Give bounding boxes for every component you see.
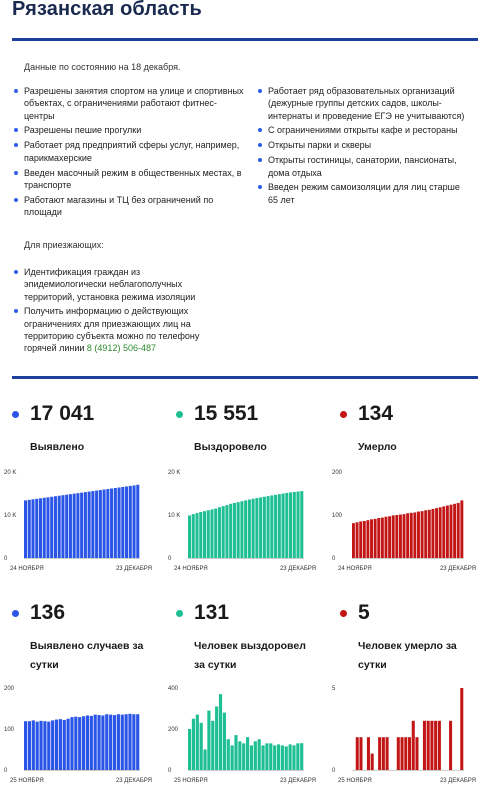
y-tick-label: 400 [168, 686, 179, 692]
chart-bar [408, 737, 411, 770]
chart-deaths-total [328, 466, 484, 574]
chart-bar [261, 745, 264, 770]
stat-value: 136 [30, 601, 66, 624]
bullet-icon [258, 143, 262, 147]
chart-bar [50, 497, 53, 558]
y-tick-label: 200 [332, 470, 343, 476]
chart-bar [277, 744, 280, 770]
bullet-icon [14, 143, 18, 147]
chart-bar [460, 500, 463, 558]
bullet-icon [258, 158, 262, 162]
bullet-icon [14, 309, 18, 313]
chart-bar [274, 495, 277, 558]
red-dot-icon [340, 610, 347, 617]
x-start-label: 25 НОЯБРЯ [10, 778, 44, 784]
chart-bar [233, 503, 236, 558]
chart-bar [76, 493, 79, 558]
chart-bar [453, 504, 456, 558]
chart-bar [125, 486, 128, 558]
chart-bar [43, 498, 46, 558]
title-divider [12, 38, 478, 41]
chart-bar [99, 490, 102, 558]
chart-bar [282, 494, 285, 559]
chart-bar [431, 509, 434, 558]
chart-bar [446, 506, 449, 558]
chart-bar [74, 717, 77, 770]
list-item: Открыты парки и скверы [258, 139, 470, 151]
chart-bar [129, 486, 132, 558]
chart-bar [450, 505, 453, 558]
chart-bar [88, 492, 91, 558]
chart-bar [363, 521, 366, 558]
green-dot-icon [176, 610, 183, 617]
chart-bar [386, 737, 389, 770]
chart-bar [43, 721, 46, 770]
chart-bar [404, 737, 407, 770]
chart-bar [118, 487, 121, 558]
y-tick-label: 0 [168, 768, 172, 774]
measures-list-right [258, 85, 470, 209]
list-item: Работает ряд предприятий сферы услуг, например, парикмахерские [14, 139, 246, 164]
chart-bar [227, 739, 230, 770]
chart-detected-daily [0, 682, 160, 786]
chart-bar [254, 741, 257, 770]
y-tick-label: 0 [168, 556, 172, 562]
chart-recovered-total [164, 466, 324, 574]
chart-bar [125, 714, 128, 770]
chart-bar [203, 511, 206, 558]
chart-bar [90, 716, 93, 770]
chart-bar [438, 721, 441, 770]
stat-label: Умерло [358, 441, 397, 453]
chart-bar [58, 496, 61, 558]
chart-bar [132, 714, 135, 770]
chart-bar [121, 487, 124, 558]
green-dot-icon [176, 411, 183, 418]
list-item: Открыты гостиницы, санатории, пансионаты, дома отдыха [258, 154, 470, 179]
chart-bar [285, 746, 288, 770]
chart-bar [97, 715, 100, 770]
y-tick-label: 20 K [4, 470, 17, 476]
chart-bar [86, 715, 89, 770]
chart-bar [188, 729, 191, 770]
chart-bar [24, 721, 27, 770]
list-item: Работает ряд образовательных организаций (дежурные группы детских садов, школы-интернаты и проведение ЕГЭ не учитываются) [258, 85, 470, 122]
red-dot-icon [340, 411, 347, 418]
bullet-icon [14, 198, 18, 202]
chart-bar [195, 513, 198, 558]
chart-bar [192, 719, 195, 770]
chart-bar [392, 515, 395, 558]
chart-bar [292, 745, 295, 770]
chart-bar [381, 518, 384, 558]
chart-bar [65, 495, 68, 558]
chart-bar [192, 514, 195, 558]
chart-bar [285, 493, 288, 558]
chart-bar [69, 494, 72, 558]
chart-bar [238, 741, 241, 770]
chart-bar [219, 694, 222, 770]
y-tick-label: 5 [332, 686, 336, 692]
chart-bar [270, 495, 273, 558]
stat-label: Выявлено [30, 441, 85, 453]
chart-bar [434, 721, 437, 770]
chart-bar [70, 717, 73, 770]
list-item: Работают магазины и ТЦ без ограничений по площади [14, 194, 246, 219]
chart-bar [63, 720, 66, 770]
chart-bar [207, 711, 210, 770]
x-start-label: 25 НОЯБРЯ [174, 778, 208, 784]
chart-bar [406, 513, 409, 558]
y-tick-label: 200 [4, 686, 15, 692]
x-end-label: 23 ДЕКАБРЯ [115, 566, 152, 572]
chart-bar [113, 715, 116, 770]
chart-bar [359, 521, 362, 558]
chart-bar [382, 737, 385, 770]
chart-bar [442, 506, 445, 558]
x-end-label: 23 ДЕКАБРЯ [439, 778, 476, 784]
chart-bar [248, 500, 251, 558]
chart-bar [91, 491, 94, 558]
arrivals-heading: Для приезжающих: [24, 240, 104, 250]
x-start-label: 24 НОЯБРЯ [174, 566, 208, 572]
chart-bar [133, 485, 136, 558]
page-title: Рязанская область [12, 0, 202, 20]
stat-value: 134 [358, 402, 394, 425]
chart-bar [54, 496, 57, 558]
x-end-label: 23 ДЕКАБРЯ [439, 566, 476, 572]
chart-bar [244, 500, 247, 558]
chart-bar [67, 719, 70, 770]
chart-bar [80, 493, 83, 558]
chart-recovered-daily [164, 682, 324, 786]
chart-bar [427, 721, 430, 770]
chart-bar [366, 520, 369, 558]
bullet-icon [14, 270, 18, 274]
chart-bar [250, 745, 253, 770]
list-item: Разрешены занятия спортом на улице и спортивных объектах, с ограничениями работают фитнес-центры [14, 85, 246, 122]
chart-bar [31, 499, 34, 558]
chart-bar [231, 745, 234, 770]
chart-bar [269, 743, 272, 770]
chart-bar [273, 745, 276, 770]
chart-bar [300, 491, 303, 558]
chart-bar [258, 739, 261, 770]
chart-bar [207, 510, 210, 558]
stat-value: 15 551 [194, 402, 259, 425]
list-item: Разрешены пешие прогулки [14, 124, 246, 136]
chart-bar [214, 509, 217, 558]
chart-bar [32, 720, 35, 770]
chart-bar [188, 515, 191, 558]
chart-detected-total [0, 466, 160, 574]
chart-bar [47, 722, 50, 770]
blue-dot-icon [12, 610, 19, 617]
chart-bar [199, 512, 202, 558]
y-tick-label: 0 [332, 768, 336, 774]
chart-bar [237, 502, 240, 558]
y-tick-label: 0 [332, 556, 336, 562]
chart-bar [457, 503, 460, 558]
x-end-label: 23 ДЕКАБРЯ [115, 778, 152, 784]
chart-bar [423, 721, 426, 770]
chart-bar [278, 494, 281, 558]
chart-bar [196, 715, 199, 770]
hotline-phone-link[interactable]: 8 (4912) 506-487 [86, 343, 156, 354]
chart-bar [265, 743, 268, 770]
section-divider [12, 376, 478, 379]
chart-bar [255, 498, 258, 558]
chart-bar [395, 515, 398, 558]
chart-bar [46, 497, 49, 558]
chart-bar [39, 721, 42, 770]
bullet-icon [14, 89, 18, 93]
chart-bar [439, 507, 442, 558]
stat-label: Человек выздоровел за сутки [194, 640, 306, 671]
chart-bar [415, 737, 418, 770]
bullet-icon [258, 185, 262, 189]
x-start-label: 24 НОЯБРЯ [338, 566, 372, 572]
chart-bar [84, 492, 87, 558]
chart-bar [252, 499, 255, 558]
chart-bar [378, 737, 381, 770]
chart-bar [39, 498, 42, 558]
stat-label: Выздоровело [194, 441, 267, 453]
x-end-label: 23 ДЕКАБРЯ [279, 778, 316, 784]
chart-bar [24, 500, 27, 558]
chart-bar [281, 745, 284, 770]
chart-bar [73, 494, 76, 558]
measures-list-left [14, 85, 246, 221]
bullet-icon [258, 89, 262, 93]
blue-dot-icon [12, 411, 19, 418]
stat-label: Человек умерло за сутки [358, 640, 457, 671]
chart-bar [95, 491, 98, 558]
chart-bar [223, 713, 226, 770]
chart-bar [401, 737, 404, 770]
stat-value: 131 [194, 601, 230, 624]
chart-bar [59, 719, 62, 770]
chart-bar [430, 721, 433, 770]
chart-bar [121, 715, 124, 770]
y-tick-label: 10 K [4, 513, 17, 519]
chart-bar [460, 688, 463, 770]
stat-label: Выявлено случаев за сутки [30, 640, 144, 671]
chart-bar [103, 490, 106, 558]
chart-bar [225, 505, 228, 558]
chart-bar [203, 750, 206, 771]
chart-bar [449, 721, 452, 770]
x-start-label: 24 НОЯБРЯ [10, 566, 44, 572]
chart-bar [359, 737, 362, 770]
chart-bar [356, 737, 359, 770]
chart-bar [413, 512, 416, 558]
chart-bar [200, 723, 203, 770]
chart-bar [240, 501, 243, 558]
chart-bar [51, 720, 54, 770]
chart-bar [424, 510, 427, 558]
chart-bar [222, 506, 225, 558]
chart-bar [128, 714, 131, 770]
chart-bar [259, 497, 262, 558]
x-end-label: 23 ДЕКАБРЯ [279, 566, 316, 572]
chart-bar [78, 717, 81, 770]
chart-bar [211, 721, 214, 770]
chart-bar [110, 489, 113, 558]
chart-bar [114, 488, 117, 558]
list-item: Идентификация граждан из эпидемиологически неблагополучных территорий, установка режима изоляции [14, 266, 214, 303]
chart-bar [421, 511, 424, 558]
chart-bar [412, 721, 415, 770]
chart-bar [210, 509, 213, 558]
chart-bar [234, 735, 237, 770]
chart-bar [94, 715, 97, 770]
chart-bar [136, 714, 139, 770]
chart-bar [356, 522, 359, 558]
arrivals-list [14, 266, 214, 357]
chart-bar [296, 743, 299, 770]
chart-bar [297, 492, 300, 558]
x-start-label: 25 НОЯБРЯ [338, 778, 372, 784]
chart-bar [403, 514, 406, 558]
chart-bar [374, 519, 377, 558]
chart-bar [242, 743, 245, 770]
chart-bar [246, 737, 249, 770]
chart-bar [109, 715, 112, 770]
y-tick-label: 0 [4, 768, 8, 774]
chart-bar [218, 507, 221, 558]
chart-bar [385, 517, 388, 558]
chart-bar [263, 497, 266, 558]
list-item: С ограничениями открыты кафе и рестораны [258, 124, 470, 136]
y-tick-label: 200 [168, 727, 179, 733]
chart-bar [289, 492, 292, 558]
y-tick-label: 100 [4, 727, 15, 733]
chart-bar [399, 515, 402, 558]
chart-bar [397, 737, 400, 770]
chart-bar [61, 495, 64, 558]
bullet-icon [14, 171, 18, 175]
y-tick-label: 0 [4, 556, 8, 562]
chart-bar [28, 500, 31, 558]
chart-bar [229, 504, 232, 558]
bullet-icon [14, 128, 18, 132]
list-item: Получить информацию о действующих ограничениях для приезжающих лиц на территорию субъекта можно по телефону горячей линии 8 (4912) 506-487 [14, 305, 214, 354]
chart-bar [371, 754, 374, 770]
chart-bar [136, 485, 139, 558]
chart-bar [117, 714, 120, 770]
chart-bar [106, 489, 109, 558]
chart-bar [352, 523, 355, 558]
chart-bar [377, 518, 380, 558]
chart-deaths-daily [328, 682, 484, 786]
chart-bar [410, 513, 413, 558]
chart-bar [101, 715, 104, 770]
chart-bar [35, 499, 38, 558]
chart-bar [417, 512, 420, 558]
list-item: Введен режим самоизоляции для лиц старше 65 лет [258, 181, 470, 206]
chart-bar [367, 737, 370, 770]
stat-value: 17 041 [30, 402, 95, 425]
bullet-icon [258, 128, 262, 132]
chart-bar [28, 721, 31, 770]
chart-bar [388, 516, 391, 558]
chart-bar [215, 706, 218, 770]
chart-bar [289, 744, 292, 770]
chart-bar [55, 720, 58, 770]
chart-bar [370, 519, 373, 558]
stat-value: 5 [358, 601, 370, 624]
chart-bar [435, 508, 438, 558]
data-date: Данные по состоянию на 18 декабря. [24, 62, 181, 72]
chart-bar [36, 722, 39, 770]
chart-bar [267, 496, 270, 558]
chart-bar [105, 714, 108, 770]
list-item: Введен масочный режим в общественных местах, в транспорте [14, 167, 246, 192]
y-tick-label: 10 K [168, 513, 181, 519]
y-tick-label: 100 [332, 513, 343, 519]
chart-bar [428, 510, 431, 558]
chart-bar [82, 716, 85, 770]
chart-bar [293, 492, 296, 558]
chart-bar [300, 743, 303, 770]
y-tick-label: 20 K [168, 470, 181, 476]
